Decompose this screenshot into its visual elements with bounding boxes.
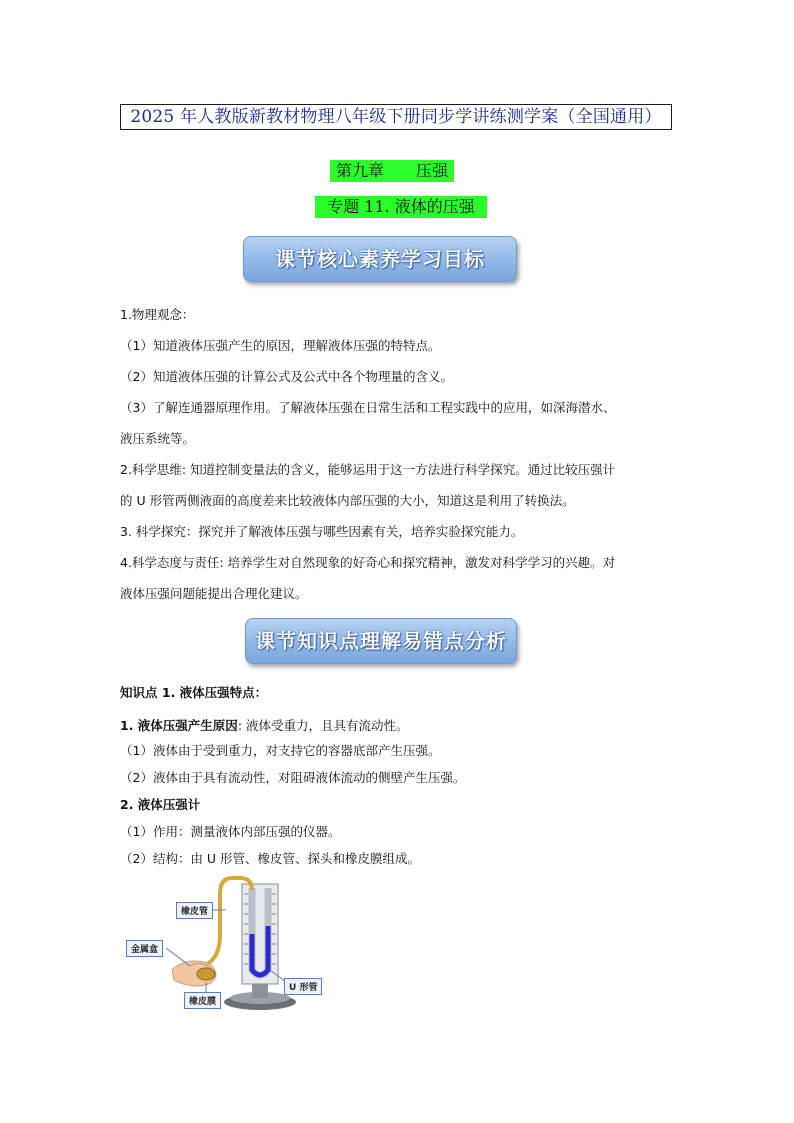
label-rubber-tube: 橡皮管 — [176, 902, 213, 919]
knowledge-banner: 课节知识点理解易错点分析 — [245, 618, 517, 664]
goal-attitude: 4.科学态度与责任: 培养学生对自然现象的好奇心和探究精神，激发对科学学习的兴趣。对 — [120, 555, 616, 570]
label-u-tube: U 形管 — [284, 978, 322, 995]
label-rubber-film: 橡皮膜 — [184, 992, 221, 1009]
knowledge-point-title: 知识点 1. 液体压强特点： — [120, 685, 268, 700]
cause-text: : 液体受重力，且具有流动性。 — [237, 718, 409, 733]
cause-item: （1）液体由于受到重力，对支持它的容器底部产生压强。 — [120, 743, 441, 758]
pressure-gauge-figure — [120, 874, 340, 1016]
goal-line: 的 U 形管两侧液面的高度差来比较液体内部压强的大小，知道这是利用了转换法。 — [120, 493, 575, 508]
goal-line: （1）知道液体压强产生的原因，理解液体压强的特特点。 — [120, 338, 441, 353]
cause-label: 1. 液体压强产生原因 — [120, 718, 238, 733]
goal-line: 液体压强问题能提出合理化建议。 — [120, 586, 308, 601]
chapter-title: 第九章 压强 — [330, 160, 454, 182]
goal-science-thinking: 2.科学思维: 知道控制变量法的含义，能够运用于这一方法进行科学探究。通过比较压强计 — [120, 462, 616, 477]
goal-physics-concept: 1.物理观念： — [120, 307, 195, 322]
cause-line — [120, 717, 680, 735]
goal-line: （2）知道液体压强的计算公式及公式中各个物理量的含义。 — [120, 369, 453, 384]
gauge-item: （2）结构：由 U 形管、橡皮管、探头和橡皮膜组成。 — [120, 851, 421, 866]
goals-banner: 课节核心素养学习目标 — [243, 236, 517, 282]
cause-item: （2）液体由于具有流动性，对阻碍液体流动的侧壁产生压强。 — [120, 770, 466, 785]
goal-science-inquiry: 3. 科学探究：探究并了解液体压强与哪些因素有关，培养实验探究能力。 — [120, 524, 524, 539]
label-metal-box: 金属盒 — [126, 940, 163, 957]
document-title: 2025 年人教版新教材物理八年级下册同步学讲练测学案（全国通用） — [120, 104, 672, 130]
gauge-item: （1）作用：测量液体内部压强的仪器。 — [120, 824, 341, 839]
goal-line: 液压系统等。 — [120, 431, 196, 446]
goal-line: （3）了解连通器原理作用。了解液体压强在日常生活和工程实践中的应用，如深海潜水、 — [120, 400, 616, 415]
gauge-title: 2. 液体压强计 — [120, 797, 201, 812]
topic-title: 专题 11. 液体的压强 — [315, 196, 487, 218]
